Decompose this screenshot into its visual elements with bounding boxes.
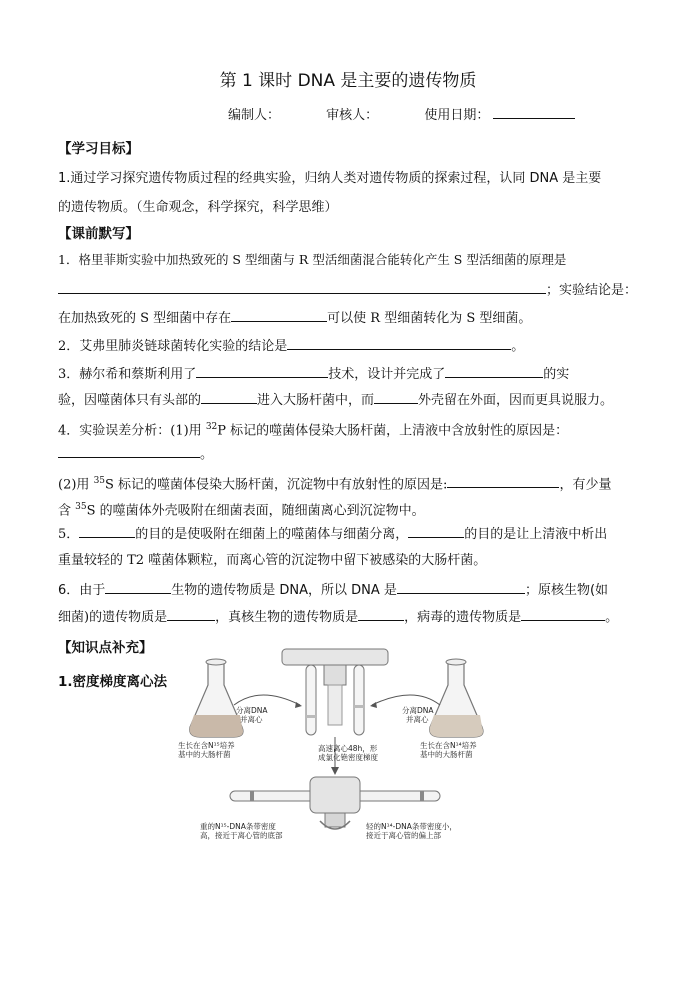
goals-line-1: 1.通过学习探究遗传物质过程的经典实验，归纳人类对遗传物质的探索过程，认同 DNA 是主要 bbox=[58, 171, 602, 186]
q6-text-b: 生物的遗传物质是 DNA，所以 DNA 是 bbox=[171, 583, 397, 598]
goals-heading: 【学习目标】 bbox=[58, 141, 139, 157]
q4-blank-2[interactable] bbox=[447, 475, 559, 488]
date-blank[interactable] bbox=[493, 118, 575, 119]
editor-label: 编制人： bbox=[228, 108, 281, 123]
q6-text-e: ，真核生物的遗传物质是 bbox=[215, 610, 359, 625]
q5-blank-1[interactable] bbox=[79, 525, 135, 538]
q3-text-c: 的实 bbox=[543, 367, 570, 382]
q4-text-d1: 含 bbox=[58, 503, 76, 519]
q4-text-c3: ，有少量 bbox=[559, 477, 612, 493]
left-flask-icon bbox=[190, 659, 243, 737]
left-arrow-label-2: 并离心 bbox=[240, 715, 263, 724]
q6-text-d: 细菌)的遗传物质是 bbox=[58, 610, 168, 625]
q1-blank-factor[interactable] bbox=[231, 309, 327, 322]
q5-line-2: 重量较轻的 T2 噬菌体颗粒，而离心管的沉淀物中留下被感染的大肠杆菌。 bbox=[58, 553, 487, 568]
q2-end: 。 bbox=[511, 339, 525, 354]
q6-text-c: ；原核生物(如 bbox=[524, 583, 609, 598]
q4-line-1 bbox=[58, 418, 648, 440]
meta-row bbox=[228, 104, 617, 123]
q6-blank-4[interactable] bbox=[358, 608, 404, 621]
q5-blank-2[interactable] bbox=[408, 525, 464, 538]
right-flask-icon bbox=[430, 659, 483, 737]
q6-blank-5[interactable] bbox=[521, 608, 605, 621]
q3-blank-shell[interactable] bbox=[374, 391, 418, 404]
q2-text: 2．艾弗里肺炎链球菌转化实验的结论是 bbox=[58, 339, 288, 354]
q4-text-a1: 4．实验误差分析：(1)用 bbox=[58, 423, 206, 439]
center-label-2: 成氯化铯密度梯度 bbox=[318, 753, 378, 762]
top-rotor-icon bbox=[282, 649, 388, 735]
q3-blank-technique[interactable] bbox=[196, 365, 328, 378]
q3-text-a: 3．赫尔希和蔡斯利用了 bbox=[58, 367, 197, 382]
centrifugation-diagram bbox=[170, 645, 510, 845]
q2-line bbox=[58, 337, 648, 356]
left-arrow-label-1: 分离DNA bbox=[236, 706, 268, 715]
right-flask-label-1: 生长在含N¹⁴培养 bbox=[420, 741, 477, 750]
page-title: 第 1 课时 DNA 是主要的遗传物质 bbox=[219, 71, 477, 91]
q5-text-b: 的目的是使吸附在细菌上的噬菌体与细菌分离， bbox=[135, 527, 409, 542]
q4-text-c1: (2)用 bbox=[58, 477, 94, 493]
q1-line-2 bbox=[58, 281, 648, 300]
q3-line-2 bbox=[58, 391, 648, 410]
q5-line-1 bbox=[58, 525, 648, 544]
q2-blank[interactable] bbox=[287, 337, 511, 350]
q5-text-a: 5． bbox=[58, 527, 80, 542]
center-label-1: 高速离心48h，形 bbox=[318, 744, 378, 753]
q1-text-b: 可以使 R 型细菌转化为 S 型细菌。 bbox=[327, 311, 532, 326]
q5-text-c: 的目的是让上清液中析出 bbox=[464, 527, 608, 542]
right-arrow-label-2: 并离心 bbox=[406, 715, 429, 724]
q4-line-2 bbox=[58, 445, 648, 464]
q1-line-3 bbox=[58, 309, 648, 328]
q6-blank-3[interactable] bbox=[167, 608, 215, 621]
left-flask-label-1: 生长在含N¹⁵培养 bbox=[178, 741, 235, 750]
q6-line-2 bbox=[58, 608, 648, 627]
q6-blank-1[interactable] bbox=[105, 581, 171, 594]
q4-sup-35a: 35 bbox=[93, 476, 106, 486]
preview-heading: 【课前默写】 bbox=[58, 226, 139, 242]
right-flask-label-2: 基中的大肠杆菌 bbox=[420, 750, 473, 759]
q6-text-a: 6．由于 bbox=[58, 583, 106, 598]
supplement-item-1: 1.密度梯度离心法 bbox=[58, 674, 168, 690]
q3-blank-experiment[interactable] bbox=[445, 365, 543, 378]
supplement-heading: 【知识点补充】 bbox=[58, 640, 153, 656]
q1-blank-principle[interactable] bbox=[58, 281, 546, 294]
bottom-right-label-1: 轻的N¹⁴-DNA条带密度小， bbox=[366, 822, 457, 831]
q3-text-d: 验，因噬菌体只有头部的 bbox=[58, 393, 202, 408]
q4-blank-1[interactable] bbox=[58, 445, 200, 458]
q3-text-f: 外壳留在外面，因而更具说服力。 bbox=[418, 393, 614, 408]
goals-line-2: 的遗传物质。（生命观念，科学探究，科学思维） bbox=[58, 200, 338, 215]
q4-text-c2: S 标记的噬菌体侵染大肠杆菌，沉淀物中有放射性的原因是: bbox=[105, 477, 448, 493]
bottom-left-label-2: 高，接近于离心管的底部 bbox=[200, 831, 283, 840]
q4-text-d2: S 的噬菌体外壳吸附在细菌表面，随细菌离心到沉淀物中。 bbox=[86, 503, 425, 519]
q4-sup-32: 32 bbox=[205, 422, 218, 432]
left-flask-label-2: 基中的大肠杆菌 bbox=[178, 750, 231, 759]
q6-end: 。 bbox=[605, 610, 619, 625]
q1-conclusion-label: ；实验结论是： bbox=[546, 283, 638, 298]
q1-text-a: 在加热致死的 S 型细菌中存在 bbox=[58, 311, 232, 326]
q3-text-b: 技术，设计并完成了 bbox=[328, 367, 446, 382]
q6-blank-2[interactable] bbox=[397, 581, 525, 594]
q3-blank-head[interactable] bbox=[201, 391, 257, 404]
q6-line-1 bbox=[58, 581, 648, 600]
q4-line-4 bbox=[58, 498, 648, 520]
q1-line-1: 1．格里菲斯实验中加热致死的 S 型细菌与 R 型活细菌混合能转化产生 S 型活细菌的原理是 bbox=[58, 252, 567, 267]
bottom-right-label-2: 接近于离心管的偏上部 bbox=[366, 831, 441, 840]
bottom-left-label-1: 重的N¹⁵-DNA条带密度 bbox=[200, 822, 276, 831]
q3-line-1 bbox=[58, 365, 648, 384]
date-label: 使用日期： bbox=[424, 108, 490, 123]
q6-text-f: ，病毒的遗传物质是 bbox=[404, 610, 522, 625]
q4-text-a2: P 标记的噬菌体侵染大肠杆菌，上清液中含放射性的原因是： bbox=[217, 423, 569, 439]
q4-sup-35b: 35 bbox=[75, 502, 87, 512]
right-arrow-label-1: 分离DNA bbox=[402, 706, 434, 715]
q4-line-3 bbox=[58, 472, 648, 494]
q4-end-1: 。 bbox=[200, 447, 214, 462]
q3-text-e: 进入大肠杆菌中，而 bbox=[257, 393, 375, 408]
reviewer-label: 审核人： bbox=[326, 108, 379, 123]
